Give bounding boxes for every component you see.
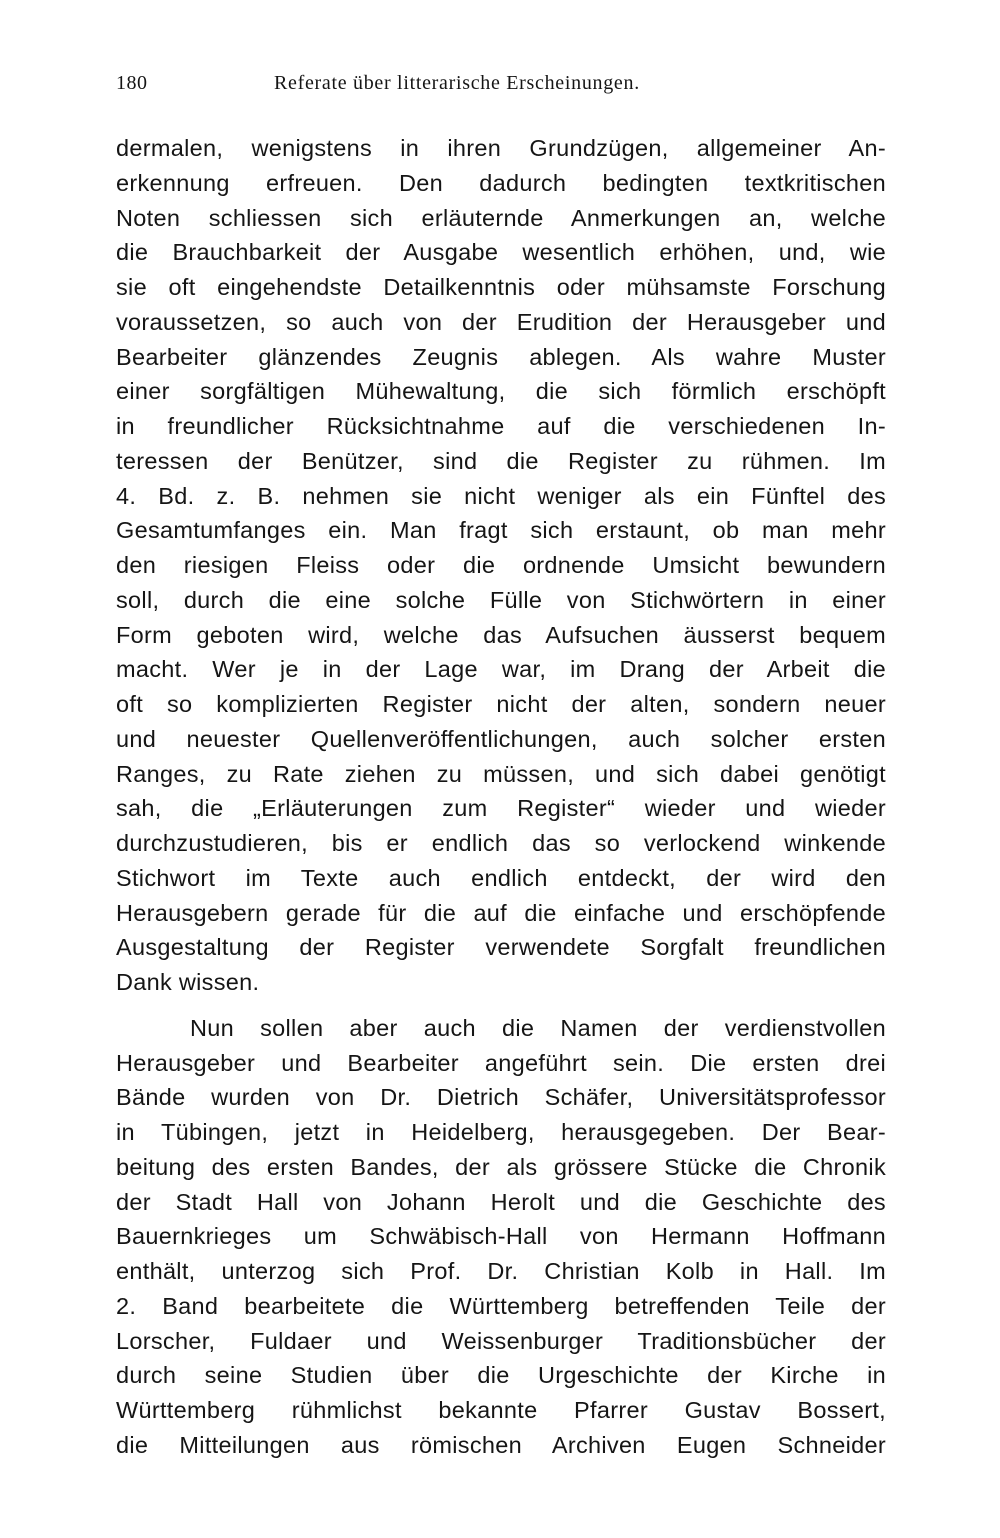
text-line: macht. Wer je in der Lage war, im Drang der Arbeit die [116,656,886,683]
text-line: Herausgebern gerade für die auf die einfache und erschöpfende [116,899,886,926]
paragraph-2 [116,1011,886,1463]
text-line: Ausgestaltung der Register verwendete Sorgfalt freundlichen [116,934,886,961]
text-line: einer sorgfältigen Mühewaltung, die sich förmlich erschöpft [116,378,886,405]
text-line: Dank wissen. [116,969,260,995]
text-line: 2. Band bearbeitete die Württemberg betreffenden Teile der [116,1292,886,1319]
text-line: Württemberg rühmlichst bekannte Pfarrer Gustav Bossert, [116,1397,886,1423]
text-line: sie oft eingehendste Detailkenntnis oder mühsamste Forschung [116,274,886,300]
text-line: Bearbeiter glänzendes Zeugnis ablegen. Als wahre Muster [116,343,886,370]
text-line: Herausgeber und Bearbeiter angeführt sein. Die ersten drei [116,1049,886,1076]
text-line: enthält, unterzog sich Prof. Dr. Christian Kolb in Hall. Im [116,1258,886,1284]
text-line: Nun sollen aber auch die Namen der verdienstvollen [190,1014,886,1041]
text-line: die Brauchbarkeit der Ausgabe wesentlich erhöhen, und, wie [116,239,886,266]
running-head [116,72,886,102]
text-line: durch seine Studien über die Urgeschichte der Kirche in [116,1362,886,1389]
text-line: Bände wurden von Dr. Dietrich Schäfer, Universitätsprofessor [116,1084,886,1111]
text-line: beitung des ersten Bandes, der als grössere Stücke die Chronik [116,1153,886,1180]
text-line: Noten schliessen sich erläuternde Anmerkungen an, welche [116,204,886,231]
text-line: Stichwort im Texte auch endlich entdeckt, der wird den [116,864,886,891]
text-line: dermalen, wenigstens in ihren Grundzügen, allgemeiner An- [116,135,886,161]
page-number: 180 [116,72,148,94]
text-line: 4. Bd. z. B. nehmen sie nicht weniger als ein Fünftel des [116,482,886,509]
running-title: Referate über litterarische Erscheinungen. [274,72,640,94]
text-line: Gesamtumfanges ein. Man fragt sich erstaunt, ob man mehr [116,517,886,544]
text-line: in Tübingen, jetzt in Heidelberg, herausgegeben. Der Bear- [116,1119,886,1145]
text-line: die Mitteilungen aus römischen Archiven Eugen Schneider [116,1431,886,1458]
text-line: voraussetzen, so auch von der Erudition der Herausgeber und [116,308,886,335]
text-line: oft so komplizierten Register nicht der alten, sondern neuer [116,691,886,717]
text-line: erkennung erfreuen. Den dadurch bedingten textkritischen [116,169,886,196]
text-line: Lorscher, Fuldaer und Weissenburger Traditionsbücher der [116,1327,886,1354]
text-line: durchzustudieren, bis er endlich das so verlockend winkende [116,830,886,856]
text-line: soll, durch die eine solche Fülle von Stichwörtern in einer [116,586,886,613]
text-line: der Stadt Hall von Johann Herolt und die Geschichte des [116,1188,886,1215]
text-line: teressen der Benützer, sind die Register zu rühmen. Im [116,447,886,474]
text-line: und neuester Quellenveröffentlichungen, auch solcher ersten [116,725,886,752]
text-line: Bauernkrieges um Schwäbisch-Hall von Hermann Hoffmann [116,1223,886,1250]
body-text [116,131,886,1463]
paragraph-gap [116,1000,886,1011]
text-line: Form geboten wird, welche das Aufsuchen äusserst bequem [116,621,886,648]
paragraph-1 [116,131,886,1000]
text-line: Ranges, zu Rate ziehen zu müssen, und sich dabei genötigt [116,760,886,787]
text-line: in freundlicher Rücksichtnahme auf die verschiedenen In- [116,413,886,439]
text-line: den riesigen Fleiss oder die ordnende Umsicht bewundern [116,552,886,578]
text-line: sah, die „Erläuterungen zum Register“ wieder und wieder [116,795,886,822]
